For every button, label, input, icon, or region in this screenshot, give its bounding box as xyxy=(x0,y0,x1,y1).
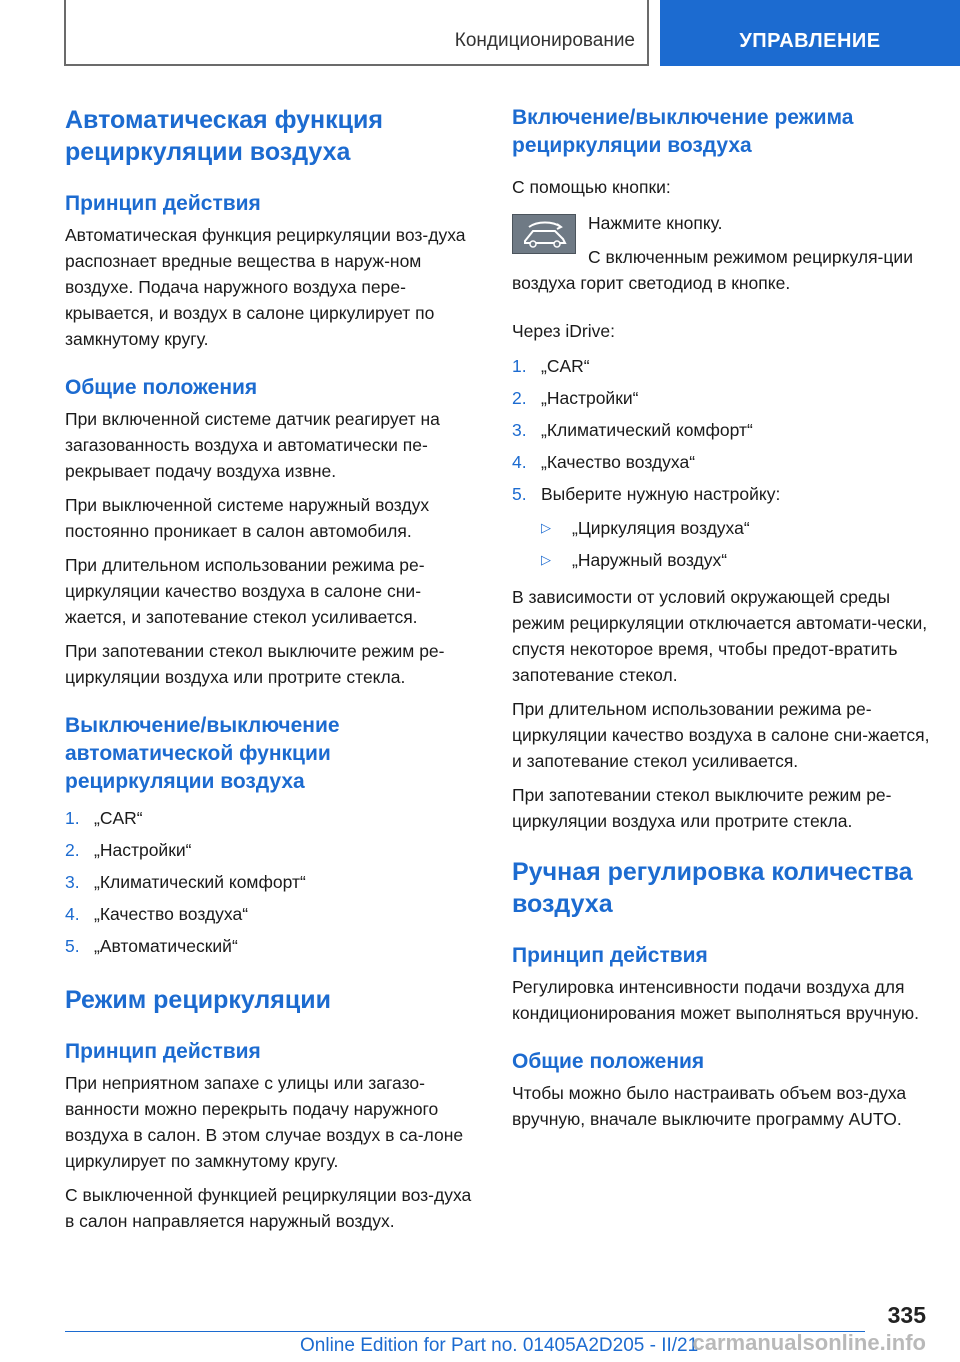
paragraph: При неприятном запахе с улицы или загазо-ванности можно перекрыть подачу наружного воздуха в салон. В этом случае воздух в са-лоне циркулирует по замкнутому кругу. xyxy=(65,1073,464,1171)
list-item: 4. „Качество воздуха“ xyxy=(512,452,696,472)
paragraph: При длительном использовании режима ре-циркуляции качество воздуха в салоне сни-жается, и запотевание стекол усиливается. xyxy=(512,699,930,771)
list-item: 2. „Настройки“ xyxy=(512,388,639,408)
list-item: ▷ „Циркуляция воздуха“ xyxy=(512,512,932,544)
paragraph: В зависимости от условий окружающей среды режим рециркуляции отключается автомати-чески, спустя некоторое время, чтобы предот-вратить запотевание стекол. xyxy=(512,587,928,685)
heading-general: Общие положения xyxy=(65,376,258,399)
list-item: 5. „Автоматический“ xyxy=(65,936,238,956)
paragraph: С включенным режимом рециркуля-ции воздуха горит светодиод в кнопке. xyxy=(512,247,913,293)
heading-recirculation-mode: Режим рециркуляции xyxy=(65,986,332,1014)
chapter-tab[interactable] xyxy=(660,0,960,66)
page-number: 335 xyxy=(887,1302,926,1328)
edition-note: Online Edition for Part no. 01405A2D205 - II/21 xyxy=(300,1335,699,1356)
triangle-bullet-icon: ▷ xyxy=(541,552,551,567)
list-item: 3. „Климатический комфорт“ xyxy=(65,872,306,892)
button-instruction xyxy=(512,210,932,296)
chapter-tab-label: УПРАВЛЕНИЕ xyxy=(739,30,881,52)
heading-onoff-auto: Выключение/выключение автоматической функции рециркуляции воздуха xyxy=(65,714,340,793)
list-item: 2. „Настройки“ xyxy=(65,840,192,860)
left-column xyxy=(65,104,480,1234)
heading-principle: Принцип действия xyxy=(65,1040,261,1063)
heading-auto-recirculation: Автоматическая функция рециркуляции воздуха xyxy=(65,106,383,166)
heading-principle: Принцип действия xyxy=(65,192,261,215)
heading-principle: Принцип действия xyxy=(512,944,708,967)
paragraph: Автоматическая функция рециркуляции воз-духа распознает вредные вещества в наруж-ном воздухе. Подача наружного воздуха пере-крывается, и воздух в салоне циркулирует по замкнутому кругу. xyxy=(65,225,466,349)
watermark: carmanualsonline.info xyxy=(692,1330,926,1355)
list-item: 3. „Климатический комфорт“ xyxy=(512,420,753,440)
right-column xyxy=(512,104,932,1132)
steps-list xyxy=(512,350,932,510)
section-title: Кондиционирование xyxy=(454,30,635,51)
options-list xyxy=(512,512,932,576)
list-item: 1. „CAR“ xyxy=(65,808,143,828)
list-item: 1. „CAR“ xyxy=(512,356,590,376)
steps-list xyxy=(65,802,480,962)
heading-onoff-recirculation: Включение/выключение режима рециркуляции воздуха xyxy=(512,106,854,157)
heading-manual-air-volume: Ручная регулировка количества воздуха xyxy=(512,858,913,918)
paragraph: Через iDrive: xyxy=(512,321,615,341)
header-frame xyxy=(64,0,649,66)
paragraph: При включенной системе датчик реагирует на загазованность воздуха и автоматически пе-рекрывает подачу воздуха извне. xyxy=(65,409,440,481)
paragraph: При запотевании стекол выключите режим ре-циркуляции воздуха или протрите стекла. xyxy=(65,641,445,687)
paragraph: Регулировка интенсивности подачи воздуха для кондиционирования может выполняться вручную. xyxy=(512,977,919,1023)
paragraph: При запотевании стекол выключите режим ре-циркуляции воздуха или протрите стекла. xyxy=(512,785,892,831)
paragraph: Чтобы можно было настраивать объем воз-духа вручную, вначале выключите программу AUTO. xyxy=(512,1083,907,1129)
paragraph: С помощью кнопки: xyxy=(512,177,671,197)
list-item: ▷ „Наружный воздух“ xyxy=(512,544,932,576)
triangle-bullet-icon: ▷ xyxy=(541,520,551,535)
heading-general: Общие положения xyxy=(512,1050,705,1073)
recirculation-button-icon xyxy=(512,214,576,254)
list-item: 5. Выберите нужную настройку: xyxy=(512,484,781,504)
list-item: 4. „Качество воздуха“ xyxy=(65,904,249,924)
paragraph: С выключенной функцией рециркуляции воз-духа в салон направляется наружный воздух. xyxy=(65,1185,472,1231)
paragraph: При длительном использовании режима ре-циркуляции качество воздуха в салоне сни-жается, и запотевание стекол усиливается. xyxy=(65,555,425,627)
paragraph: При выключенной системе наружный воздух постоянно проникает в салон автомобиля. xyxy=(65,495,430,541)
paragraph: Нажмите кнопку. xyxy=(588,213,723,233)
